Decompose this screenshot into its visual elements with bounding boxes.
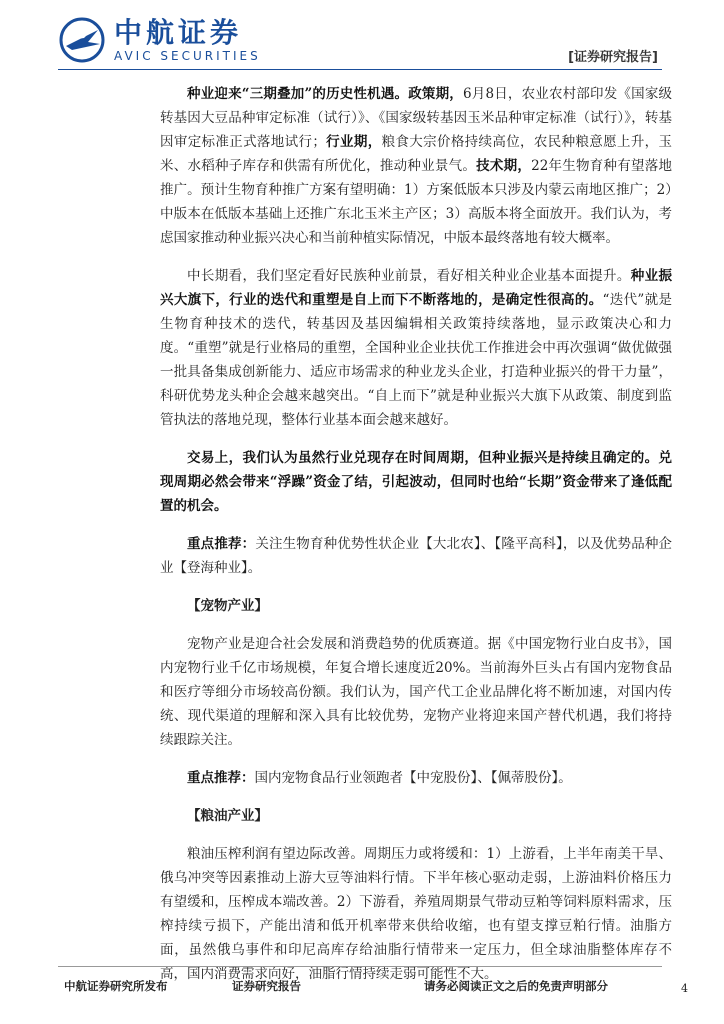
lead-sentence: 种业迎来“三期叠加”的历史性机遇。政策期， — [187, 86, 463, 102]
footer-disclaimer: 请务必阅读正文之后的免责声明部分 — [424, 979, 608, 993]
page-footer — [0, 966, 724, 1024]
page-header — [0, 0, 724, 80]
logo-english-name: AVIC SECURITIES — [114, 49, 261, 63]
paragraph-trading-view: 交易上，我们认为虽然行业兑现存在时间周期，但种业振兴是持续且确定的。兑现周期必然会带来“浮躁”资金了结，引起波动，但同时也给“长期”资金带来了逢低配置的机会。 — [160, 450, 672, 514]
paragraph-long-term-view: 中长期看，我们坚定看好民族种业前景，看好相关种业企业基本面提升。种业振兴大旗下，行业的迭代和重塑是自上而下不断落地的，是确定性很高的。“迭代”就是生物育种技术的迭代，转基因及基因编辑相关政策持续落地，显示政策决心和力度。“重塑”就是行业格局的重塑，全国种业企业扶优工作推进会中再次强调“做优做强一批具备集成创新能力、适应市场需求的种业龙头企业，打造种业振兴的骨干力量”，科研优势龙头种企会越来越突出。“自上而下”就是种业振兴大旗下从政策、制度到监管执法的落地兑现，整体行业基本面会越来越好。 — [160, 268, 673, 428]
logo-chinese-name: 中航证券 — [114, 16, 243, 49]
paragraph-pet-industry: 宠物产业是迎合社会发展和消费趋势的优质赛道。据《中国宠物行业白皮书》，国内宠物行业千亿市场规模，年复合增长速度近20%。当前海外巨头占有国内宠物食品和医疗等细分市场较高份额。我们认为，国产代工企业品牌化将不断加速，对国内传统、现代渠道的理解和深入具有比较优势，宠物产业将迎来国产替代机遇，我们将持续跟踪关注。 — [160, 636, 672, 748]
recommendation-seed: 重点推荐：关注生物育种优势性状企业【大北农】、【隆平高科】，以及优势品种企业【登海种业】。 — [160, 536, 673, 576]
avic-logo — [58, 16, 261, 64]
paragraph-grain-oil: 粮油压榨利润有望边际改善。周期压力或将缓和：1）上游看，上半年南美干旱、俄乌冲突等因素推动上游大豆等油料行情。下半年核心驱动走弱，上游油料价格压力有望缓和，压榨成本端改善。2）下游看，养殖周期景气带动豆粕等饲料原料需求，压榨持续亏损下，产能出清和低开机率带来供给收缩，也有望支撑豆粕行情。油脂方面，虽然俄乌事件和印尼高库存给油脂行情带来一定压力，但全球油脂整体库存不高，国内消费需求向好，油脂行情持续走弱可能性不大。 — [160, 846, 672, 982]
page-number: 4 — [681, 982, 688, 995]
footer-divider — [58, 966, 662, 967]
footer-report-type: 证券研究报告 — [232, 979, 301, 993]
avic-logo-icon — [58, 16, 106, 64]
report-body — [160, 82, 672, 986]
section-heading-pet: 【宠物产业】 — [187, 598, 268, 614]
header-divider — [58, 69, 662, 70]
paragraph-seed-opportunity: 种业迎来“三期叠加”的历史性机遇。政策期，6月8日，农业农村部印发《国家级转基因大豆品种审定标准（试行）》、《国家级转基因玉米品种审定标准（试行）》，转基因审定标准正式落地试行；行业期，粮食大宗价格持续高位，农民种粮意愿上升，玉米、水稻种子库存和供需有所优化，推动种业景气。技术期，22年生物育种有望落地推广。预计生物育种推广方案有望明确：1）方案低版本只涉及内蒙云南地区推广；2）中版本在低版本基础上还推广东北玉米主产区；3）高版本将全面放开。我们认为，考虑国家推动种业振兴决心和当前种植实际情况，中版本最终落地有较大概率。 — [160, 86, 673, 246]
footer-publisher: 中航证券研究所发布 — [64, 979, 168, 993]
report-type-tag: [证券研究报告] — [568, 50, 658, 65]
recommendation-pet: 重点推荐：国内宠物食品行业领跑者【中宠股份】、【佩蒂股份】。 — [187, 770, 572, 786]
section-heading-grain-oil: 【粮油产业】 — [187, 808, 268, 824]
